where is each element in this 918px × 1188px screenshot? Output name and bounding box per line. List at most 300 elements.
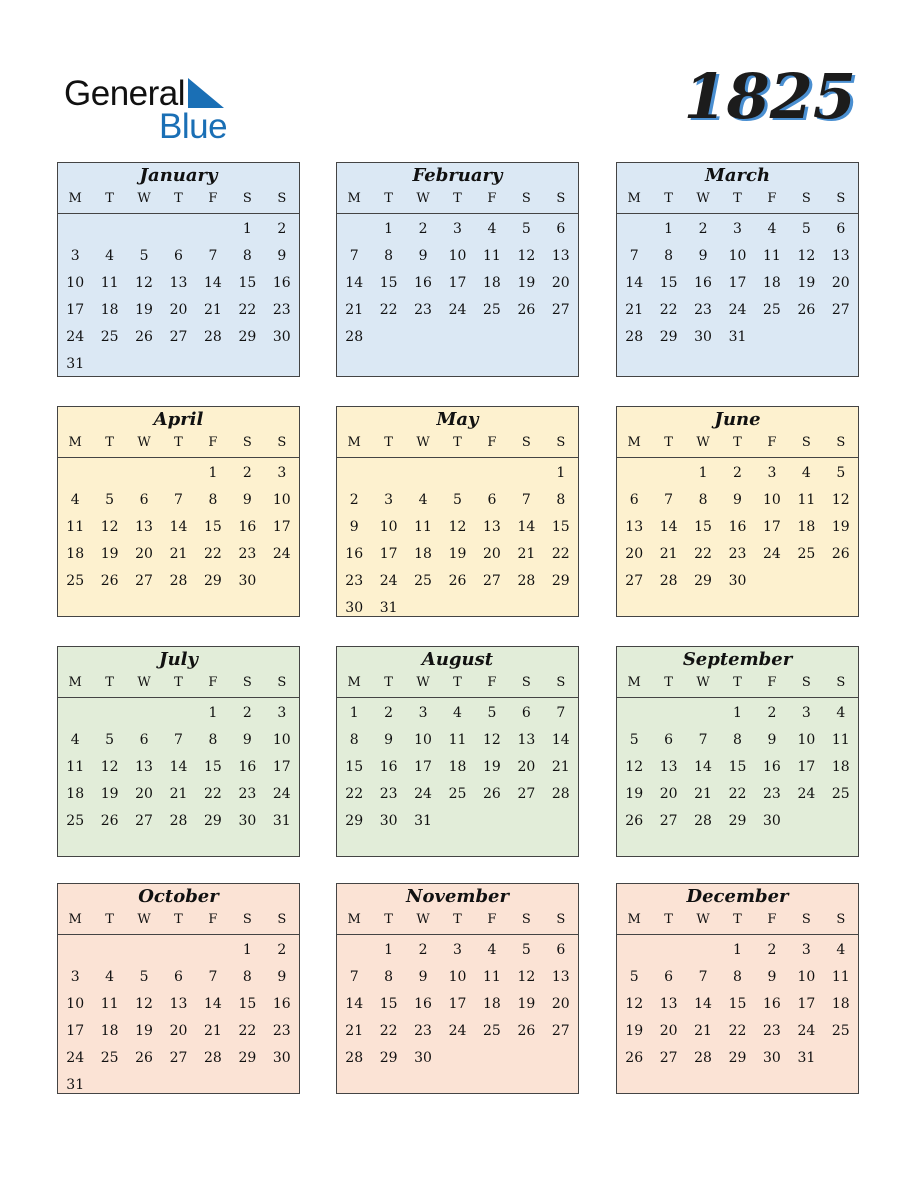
day-cell: 9 <box>767 732 777 748</box>
day-cell: 17 <box>379 546 398 562</box>
day-cell: 14 <box>659 519 678 535</box>
day-cell: 19 <box>100 546 119 562</box>
brand-name-blue: Blue <box>159 107 228 146</box>
day-cell: 9 <box>242 732 252 748</box>
day-cell: 3 <box>801 705 811 721</box>
weekday-label: M <box>68 435 82 450</box>
empty-day-cell <box>58 217 92 244</box>
day-cell: 19 <box>483 759 501 775</box>
day-cell: 20 <box>551 275 570 291</box>
day-cell: 28 <box>204 329 222 345</box>
day-cell: 1 <box>384 221 394 237</box>
day-cell: 14 <box>169 759 188 775</box>
day-grid <box>617 698 858 836</box>
day-cell: 26 <box>135 1050 153 1066</box>
day-cell: 23 <box>694 302 712 318</box>
day-cell: 24 <box>379 573 398 589</box>
day-cell: 23 <box>345 573 364 589</box>
day-cell: 4 <box>418 492 428 508</box>
day-cell: 20 <box>551 996 570 1012</box>
day-cell: 16 <box>345 546 364 562</box>
day-cell: 27 <box>483 573 501 589</box>
day-cell: 15 <box>238 275 257 291</box>
day-cell: 30 <box>728 573 747 589</box>
day-cell: 17 <box>66 1023 85 1039</box>
day-cell: 15 <box>204 519 222 535</box>
day-cell: 31 <box>272 813 291 829</box>
day-cell: 9 <box>767 969 777 985</box>
day-cell: 1 <box>349 705 359 721</box>
month-december <box>616 883 859 1094</box>
day-cell: 2 <box>277 942 287 958</box>
empty-day-cell <box>440 461 474 488</box>
weekday-label: W <box>137 435 151 450</box>
empty-day-cell <box>92 938 126 965</box>
weekday-label: M <box>627 191 641 206</box>
day-cell: 15 <box>694 519 712 535</box>
day-cell: 16 <box>728 519 747 535</box>
day-cell: 17 <box>763 519 781 535</box>
day-cell: 20 <box>169 302 188 318</box>
month-july <box>57 646 300 857</box>
day-cell: 14 <box>345 275 364 291</box>
day-cell: 30 <box>272 1050 291 1066</box>
day-cell: 11 <box>483 248 501 264</box>
day-cell: 3 <box>801 942 811 958</box>
month-april <box>57 406 300 617</box>
weekday-label: F <box>767 912 777 927</box>
weekday-label: S <box>242 191 252 206</box>
day-cell: 28 <box>551 786 570 802</box>
day-cell: 8 <box>384 969 394 985</box>
day-cell: 7 <box>629 248 639 264</box>
weekday-label: F <box>487 912 497 927</box>
day-cell: 4 <box>487 221 497 237</box>
day-cell: 6 <box>556 942 566 958</box>
weekday-label: S <box>277 675 287 690</box>
day-cell: 5 <box>629 969 639 985</box>
day-cell: 2 <box>349 492 359 508</box>
weekday-label: F <box>767 191 777 206</box>
empty-day-cell <box>161 217 195 244</box>
day-cell: 5 <box>521 221 531 237</box>
day-cell: 28 <box>169 813 188 829</box>
day-cell: 6 <box>664 732 674 748</box>
weekday-label: T <box>174 675 183 690</box>
empty-day-cell <box>161 461 195 488</box>
day-cell: 29 <box>204 813 222 829</box>
month-title: May <box>436 409 479 430</box>
weekday-label: T <box>664 912 673 927</box>
day-cell: 15 <box>238 996 257 1012</box>
day-cell: 24 <box>763 546 781 562</box>
day-cell: 14 <box>204 275 222 291</box>
weekday-label: F <box>767 435 777 450</box>
day-cell: 3 <box>277 465 287 481</box>
weekday-label: T <box>453 435 462 450</box>
day-cell: 3 <box>453 221 462 237</box>
day-grid <box>617 214 858 352</box>
day-cell: 25 <box>763 302 781 318</box>
day-cell: 9 <box>418 969 428 985</box>
day-cell: 7 <box>664 492 674 508</box>
day-cell: 24 <box>66 1050 85 1066</box>
month-may <box>336 406 579 617</box>
day-cell: 5 <box>139 969 149 985</box>
weekday-label: T <box>384 191 393 206</box>
day-cell: 10 <box>272 732 291 748</box>
day-cell: 2 <box>767 705 777 721</box>
empty-day-cell <box>686 701 720 728</box>
empty-day-cell <box>92 461 126 488</box>
weekday-label: T <box>733 435 742 450</box>
day-cell: 28 <box>625 329 644 345</box>
day-cell: 25 <box>831 1023 850 1039</box>
day-cell: 25 <box>483 1023 501 1039</box>
day-cell: 10 <box>448 248 467 264</box>
day-cell: 8 <box>242 248 252 264</box>
day-cell: 27 <box>169 329 188 345</box>
weekday-header-row <box>337 189 578 214</box>
month-january <box>57 162 300 377</box>
day-cell: 9 <box>733 492 742 508</box>
weekday-label: S <box>556 912 566 927</box>
day-cell: 4 <box>487 942 497 958</box>
day-cell: 20 <box>831 275 850 291</box>
weekday-label: S <box>242 912 252 927</box>
day-cell: 14 <box>204 996 222 1012</box>
weekday-label: T <box>384 912 393 927</box>
day-cell: 3 <box>277 705 287 721</box>
month-title: April <box>153 409 204 430</box>
empty-day-cell <box>127 461 161 488</box>
day-cell: 3 <box>453 942 462 958</box>
empty-day-cell <box>127 938 161 965</box>
day-cell: 23 <box>763 786 781 802</box>
day-cell: 11 <box>100 996 119 1012</box>
day-cell: 6 <box>629 492 639 508</box>
weekday-label: F <box>208 191 218 206</box>
day-cell: 10 <box>66 996 85 1012</box>
day-cell: 24 <box>414 786 432 802</box>
day-cell: 15 <box>551 519 570 535</box>
day-cell: 30 <box>272 329 291 345</box>
day-cell: 20 <box>135 546 153 562</box>
empty-day-cell <box>651 461 685 488</box>
day-cell: 29 <box>728 813 747 829</box>
year-title: 1825 <box>683 60 856 133</box>
empty-day-cell <box>127 701 161 728</box>
weekday-header-row <box>337 910 578 935</box>
day-cell: 7 <box>556 705 566 721</box>
day-cell: 9 <box>277 969 287 985</box>
weekday-label: T <box>733 191 742 206</box>
day-cell: 10 <box>379 519 398 535</box>
day-cell: 6 <box>174 248 183 264</box>
brand-name-general: General <box>64 74 186 113</box>
day-cell: 12 <box>625 759 644 775</box>
day-cell: 22 <box>659 302 678 318</box>
empty-day-cell <box>617 938 651 965</box>
day-cell: 22 <box>694 546 712 562</box>
day-cell: 13 <box>135 519 153 535</box>
day-cell: 8 <box>242 969 252 985</box>
day-cell: 8 <box>208 732 218 748</box>
day-cell: 8 <box>556 492 566 508</box>
weekday-label: T <box>664 435 673 450</box>
day-cell: 24 <box>448 1023 467 1039</box>
weekday-label: S <box>242 435 252 450</box>
day-cell: 4 <box>105 969 115 985</box>
day-cell: 1 <box>664 221 674 237</box>
weekday-label: T <box>174 191 183 206</box>
day-cell: 16 <box>272 996 291 1012</box>
day-cell: 31 <box>379 600 398 616</box>
day-cell: 25 <box>100 1050 119 1066</box>
day-cell: 7 <box>174 732 183 748</box>
weekday-label: T <box>105 435 114 450</box>
day-cell: 7 <box>349 969 359 985</box>
day-cell: 18 <box>100 302 119 318</box>
day-cell: 3 <box>384 492 394 508</box>
day-cell: 28 <box>345 329 364 345</box>
weekday-label: T <box>384 435 393 450</box>
day-cell: 3 <box>70 248 80 264</box>
day-cell: 4 <box>453 705 462 721</box>
day-cell: 7 <box>349 248 359 264</box>
day-cell: 4 <box>105 248 115 264</box>
day-cell: 10 <box>797 969 816 985</box>
day-cell: 2 <box>698 221 708 237</box>
empty-day-cell <box>92 701 126 728</box>
day-cell: 1 <box>208 465 218 481</box>
day-grid <box>617 935 858 1073</box>
day-cell: 12 <box>135 996 153 1012</box>
day-cell: 28 <box>694 1050 712 1066</box>
empty-day-cell <box>651 701 685 728</box>
day-cell: 2 <box>767 942 777 958</box>
weekday-label: S <box>277 912 287 927</box>
day-cell: 11 <box>414 519 432 535</box>
day-cell: 16 <box>238 519 257 535</box>
weekday-label: S <box>836 912 846 927</box>
day-cell: 28 <box>517 573 536 589</box>
day-cell: 12 <box>448 519 467 535</box>
weekday-label: T <box>664 675 673 690</box>
weekday-label: F <box>208 675 218 690</box>
empty-day-cell <box>475 461 509 488</box>
day-cell: 11 <box>66 519 85 535</box>
day-cell: 18 <box>448 759 467 775</box>
weekday-label: S <box>801 435 811 450</box>
weekday-label: W <box>696 912 710 927</box>
day-cell: 1 <box>556 465 566 481</box>
weekday-label: T <box>453 675 462 690</box>
day-cell: 20 <box>135 786 153 802</box>
day-cell: 23 <box>272 1023 291 1039</box>
weekday-label: W <box>137 191 151 206</box>
weekday-label: T <box>453 191 462 206</box>
day-cell: 20 <box>517 759 536 775</box>
day-cell: 18 <box>483 275 501 291</box>
weekday-header-row <box>58 910 299 935</box>
weekday-label: W <box>137 912 151 927</box>
day-cell: 16 <box>414 275 432 291</box>
day-cell: 16 <box>238 759 257 775</box>
weekday-label: W <box>696 675 710 690</box>
month-title: December <box>686 886 789 907</box>
day-cell: 28 <box>169 573 188 589</box>
weekday-label: M <box>627 435 641 450</box>
day-cell: 26 <box>831 546 850 562</box>
day-cell: 7 <box>174 492 183 508</box>
day-cell: 12 <box>135 275 153 291</box>
empty-day-cell <box>58 461 92 488</box>
day-cell: 11 <box>831 732 850 748</box>
day-cell: 14 <box>345 996 364 1012</box>
day-cell: 27 <box>659 813 678 829</box>
day-cell: 12 <box>625 996 644 1012</box>
day-cell: 18 <box>483 996 501 1012</box>
day-cell: 19 <box>135 302 153 318</box>
empty-day-cell <box>509 461 543 488</box>
day-cell: 22 <box>728 786 747 802</box>
day-cell: 21 <box>551 759 570 775</box>
day-cell: 25 <box>66 573 85 589</box>
day-cell: 5 <box>629 732 639 748</box>
day-cell: 10 <box>797 732 816 748</box>
empty-day-cell <box>686 938 720 965</box>
weekday-label: F <box>208 435 218 450</box>
day-cell: 1 <box>733 705 742 721</box>
day-cell: 18 <box>831 996 850 1012</box>
day-cell: 15 <box>659 275 678 291</box>
day-cell: 13 <box>625 519 644 535</box>
day-cell: 12 <box>797 248 816 264</box>
day-cell: 12 <box>483 732 501 748</box>
day-cell: 29 <box>345 813 364 829</box>
day-cell: 24 <box>66 329 85 345</box>
day-cell: 23 <box>414 302 432 318</box>
day-cell: 4 <box>767 221 777 237</box>
day-cell: 26 <box>517 302 536 318</box>
day-cell: 27 <box>135 813 153 829</box>
day-cell: 23 <box>414 1023 432 1039</box>
day-cell: 17 <box>414 759 432 775</box>
weekday-label: T <box>105 912 114 927</box>
weekday-label: S <box>801 191 811 206</box>
brand-logo <box>64 74 234 144</box>
weekday-label: S <box>242 675 252 690</box>
day-cell: 21 <box>169 786 188 802</box>
day-cell: 29 <box>659 329 678 345</box>
weekday-label: S <box>801 675 811 690</box>
day-cell: 14 <box>694 996 712 1012</box>
day-cell: 23 <box>379 786 398 802</box>
weekday-label: W <box>416 191 430 206</box>
day-cell: 21 <box>204 1023 222 1039</box>
day-cell: 30 <box>694 329 712 345</box>
day-grid <box>58 458 299 596</box>
day-cell: 11 <box>100 275 119 291</box>
day-cell: 2 <box>277 221 287 237</box>
day-cell: 25 <box>100 329 119 345</box>
day-cell: 11 <box>797 492 816 508</box>
empty-day-cell <box>161 701 195 728</box>
weekday-header-row <box>617 189 858 214</box>
day-cell: 6 <box>174 969 183 985</box>
weekday-label: S <box>836 675 846 690</box>
day-cell: 26 <box>100 573 119 589</box>
day-cell: 16 <box>763 996 781 1012</box>
day-cell: 30 <box>763 1050 781 1066</box>
day-cell: 22 <box>238 1023 257 1039</box>
day-cell: 21 <box>694 1023 712 1039</box>
day-cell: 14 <box>625 275 644 291</box>
day-cell: 13 <box>551 969 570 985</box>
weekday-label: W <box>416 912 430 927</box>
day-cell: 10 <box>414 732 432 748</box>
day-cell: 7 <box>698 969 708 985</box>
day-cell: 24 <box>797 786 816 802</box>
day-cell: 25 <box>483 302 501 318</box>
weekday-label: M <box>68 675 82 690</box>
day-cell: 13 <box>659 996 678 1012</box>
day-cell: 22 <box>551 546 570 562</box>
month-title: June <box>714 409 761 430</box>
day-cell: 31 <box>66 356 85 372</box>
weekday-label: T <box>105 675 114 690</box>
day-cell: 14 <box>517 519 536 535</box>
day-cell: 20 <box>659 1023 678 1039</box>
day-cell: 18 <box>763 275 781 291</box>
day-cell: 21 <box>659 546 678 562</box>
day-cell: 29 <box>238 329 257 345</box>
day-cell: 10 <box>448 969 467 985</box>
day-cell: 5 <box>836 465 846 481</box>
empty-day-cell <box>337 938 371 965</box>
day-cell: 1 <box>242 942 252 958</box>
day-cell: 15 <box>728 759 747 775</box>
day-cell: 25 <box>448 786 467 802</box>
day-cell: 20 <box>625 546 644 562</box>
day-cell: 27 <box>517 786 536 802</box>
day-cell: 3 <box>733 221 742 237</box>
day-cell: 26 <box>797 302 816 318</box>
day-cell: 31 <box>66 1077 85 1093</box>
weekday-label: T <box>174 435 183 450</box>
day-cell: 30 <box>238 813 257 829</box>
day-cell: 7 <box>698 732 708 748</box>
day-cell: 10 <box>763 492 781 508</box>
day-cell: 7 <box>208 248 218 264</box>
day-cell: 23 <box>272 302 291 318</box>
weekday-label: S <box>521 675 531 690</box>
weekday-label: M <box>347 191 361 206</box>
month-title: March <box>704 165 771 186</box>
month-title: August <box>421 649 494 670</box>
weekday-label: T <box>174 912 183 927</box>
day-cell: 26 <box>625 1050 644 1066</box>
day-cell: 19 <box>448 546 467 562</box>
day-cell: 23 <box>238 786 257 802</box>
weekday-header-row <box>337 673 578 698</box>
day-cell: 2 <box>242 705 252 721</box>
weekday-header-row <box>58 433 299 458</box>
day-cell: 29 <box>728 1050 747 1066</box>
day-grid <box>337 214 578 352</box>
day-cell: 15 <box>204 759 222 775</box>
